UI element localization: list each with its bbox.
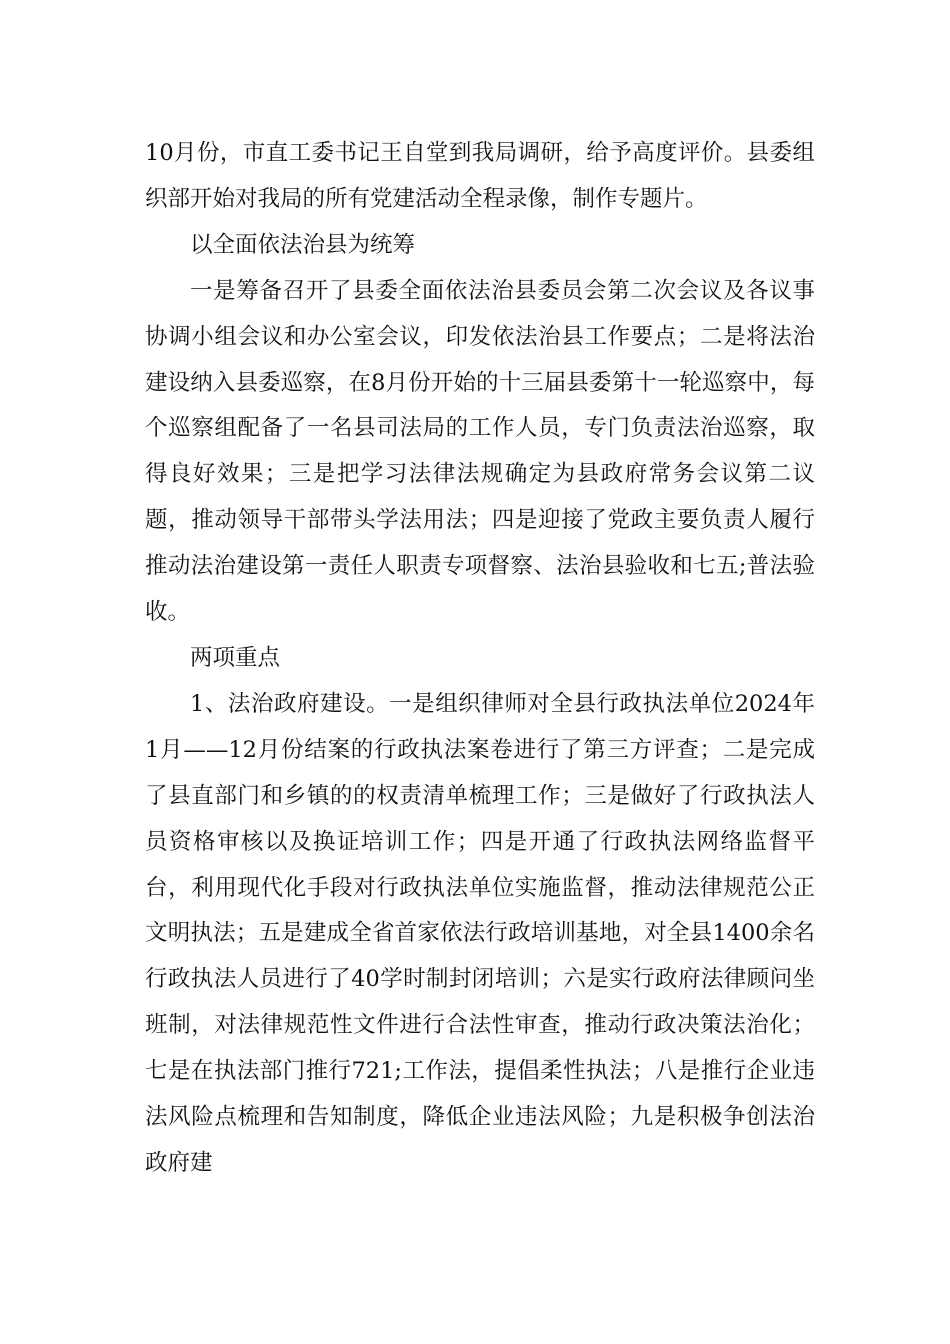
paragraph-intro-continuation: 10月份，市直工委书记王自堂到我局调研，给予高度评价。县委组织部开始对我局的所有党建活动全程录像，制作专题片。: [145, 140, 815, 212]
document-body: [145, 131, 815, 1187]
section-heading-rule-of-law: 以全面依法治县为统筹: [190, 231, 416, 258]
section-heading-two-priorities: 两项重点: [190, 644, 281, 671]
paragraph-rule-of-law-measures: 一是筹备召开了县委全面依法治县委员会第二次会议及各议事协调小组会议和办公室会议，印发依法治县工作要点；二是将法治建设纳入县委巡察，在8月份开始的十三届县委第十一轮巡察中，每个巡察组配备了一名县司法局的工作人员，专门负责法治巡察，取得良好效果；三是把学习法律法规确定为县政府常务会议第二议题，推动领导干部带头学法用法；四是迎接了党政主要负责人履行推动法治建设第一责任人职责专项督察、法治县验收和七五;普法验收。: [145, 277, 815, 626]
paragraph-law-based-government: 1、法治政府建设。一是组织律师对全县行政执法单位2024年1月——12月份结案的行政执法案卷进行了第三方评查；二是完成了县直部门和乡镇的的权责清单梳理工作；三是做好了行政执法人员资格审核以及换证培训工作；四是开通了行政执法网络监督平台，利用现代化手段对行政执法单位实施监督，推动法律规范公正文明执法；五是建成全省首家依法行政培训基地，对全县1400余名行政执法人员进行了40学时制封闭培训；六是实行政府法律顾问坐班制，对法律规范性文件进行合法性审查，推动行政决策法治化；七是在执法部门推行721;工作法，提倡柔性执法；八是推行企业违法风险点梳理和告知制度，降低企业违法风险；九是积极争创法治政府建: [145, 690, 815, 1176]
